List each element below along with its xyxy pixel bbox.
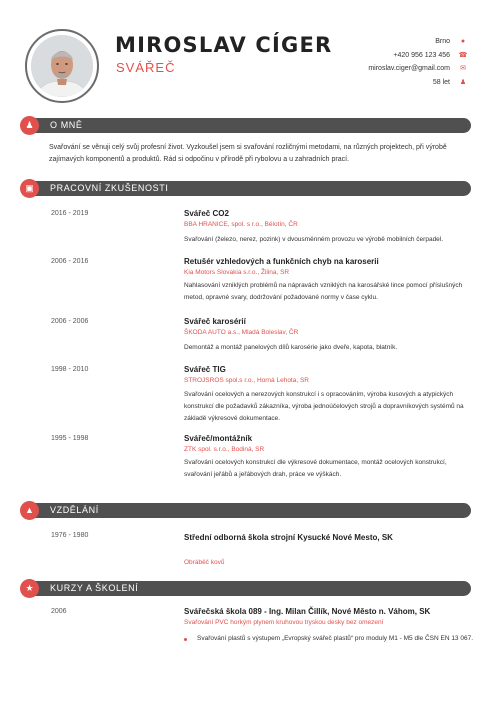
- entry-company: BBA HRANICE, spol. s r.o., Bělotín, ČR: [184, 221, 298, 228]
- entry-date: 2006 - 2006: [51, 318, 89, 325]
- entry-position: Retušér vzhledových a funkčních chyb na karoserii: [184, 257, 379, 266]
- bullet-dot-icon: [184, 638, 187, 641]
- section-experience-header: [20, 181, 472, 196]
- entry-position: Svářeč TIG: [184, 365, 226, 374]
- profile-photo-frame: [25, 29, 99, 103]
- briefcase-icon: ▣: [20, 179, 39, 198]
- entry-description: Svařování ocelových a nerezových konstrukcí i s opracováním, výroba kusových a atypických konstrukcí dle požadavků zákazníka, výroba jednoúčelových strojů a dopravníkových systémů na základě výkresové dokumentace.: [184, 391, 464, 422]
- phone-icon: ☎: [458, 51, 468, 59]
- course-detail: Svařování PVC horkým plynem kruhovou tryskou desky bez omezení: [184, 619, 384, 626]
- profile-photo: [31, 35, 93, 97]
- certificate-icon: ★: [20, 579, 39, 598]
- contact-age: [368, 76, 468, 90]
- section-courses-header: [20, 581, 472, 596]
- course-name: Svářečská škola 089 - Ing. Milan Čillík, Nové Město n. Váhom, SK: [184, 607, 431, 616]
- contact-location: [368, 35, 468, 49]
- person-icon: ♟: [20, 116, 39, 135]
- section-title: O MNĚ: [50, 120, 83, 130]
- contact-email-text[interactable]: miroslav.ciger@gmail.com: [368, 65, 450, 72]
- entry-date: 2016 - 2019: [51, 210, 89, 217]
- entry-description: Demontáž a montáž panelových dílů karosérie jako dveře, kapota, blatník.: [184, 344, 398, 351]
- location-pin-icon: ●: [460, 38, 466, 45]
- entry-date: 1976 - 1980: [51, 532, 89, 539]
- section-title: VZDĚLÁNÍ: [50, 505, 99, 515]
- contact-phone[interactable]: [368, 49, 468, 63]
- entry-date: 1998 - 2010: [51, 366, 89, 373]
- entry-date: 1995 - 1998: [51, 435, 89, 442]
- entry-description: Nahlasování vzniklých problémů na nápravách vzniklých na karosářské lince pomocí příslušných metod, opravné svary, dodržování požadované normy v čase cyklu.: [184, 282, 463, 301]
- section-title: PRACOVNÍ ZKUŠENOSTI: [50, 183, 169, 193]
- contact-location-text: Brno: [435, 38, 450, 45]
- contact-email[interactable]: [368, 62, 468, 76]
- graduation-cap-icon: ▲: [20, 501, 39, 520]
- section-education-header: [20, 503, 472, 518]
- entry-company: Kia Motors Slovakia s.r.o., Žilina, SR: [184, 269, 290, 276]
- entry-company: STROJSROS spol.s r.o., Horná Lehota, SR: [184, 377, 309, 384]
- study-field: Obráběč kovů: [184, 559, 225, 566]
- entry-company: ŠKODA AUTO a.s., Mladá Boleslav, ČR: [184, 329, 299, 336]
- course-bullet: [184, 634, 474, 644]
- entry-date: 2006 - 2016: [51, 258, 89, 265]
- entry-position: Svářeč CO2: [184, 209, 229, 218]
- course-bullet-text: Svařování plastů s výstupem „Evropský svářeč plastů“ pro moduly M1 - M5 dle ČSN EN 13 067.: [197, 635, 473, 642]
- entry-position: Svářeč/montážník: [184, 434, 253, 443]
- person-portrait-icon: [31, 35, 93, 97]
- entry-description: Svařování (železo, nerez, pozink) v dvousměnném provozu ve výrobě mobilních čerpadel.: [184, 236, 444, 243]
- entry-description: Svařování ocelových konstrukcí dle výkresové dokumentace, montáž ocelových konstrukcí, svařování jeřábů a jeřábových drah, práce ve výškách.: [184, 459, 447, 478]
- contact-phone-text[interactable]: +420 956 123 456: [393, 51, 450, 59]
- entry-company: ZTK spol. s.r.o., Bodiná, SR: [184, 446, 265, 453]
- section-about-header: [20, 118, 472, 133]
- candidate-name: MIROSLAV CÍGER: [115, 33, 333, 57]
- contact-age-text: 58 let: [432, 78, 450, 86]
- job-title: SVÁŘEČ: [116, 60, 176, 75]
- section-title: KURZY A ŠKOLENÍ: [50, 583, 139, 593]
- person-icon: ♟: [459, 78, 467, 86]
- section-bar: [29, 118, 471, 133]
- school-name: Střední odborná škola strojní Kysucké Nové Mesto, SK: [184, 533, 393, 542]
- entry-date: 2006: [51, 608, 67, 615]
- cv-header: [0, 0, 500, 112]
- contact-list: [368, 35, 468, 89]
- about-text: Svařování se věnuji celý svůj profesní život. Vyzkoušel jsem si svařování rozličnými metodami, na různých projektech, při výrobě zajímavých komponentů a produktů. Rád si odpočinu v přírodě při rybolovu a u zahradních prací.: [49, 144, 447, 163]
- email-icon: ✉: [460, 65, 466, 72]
- entry-position: Svářeč karosérií: [184, 317, 246, 326]
